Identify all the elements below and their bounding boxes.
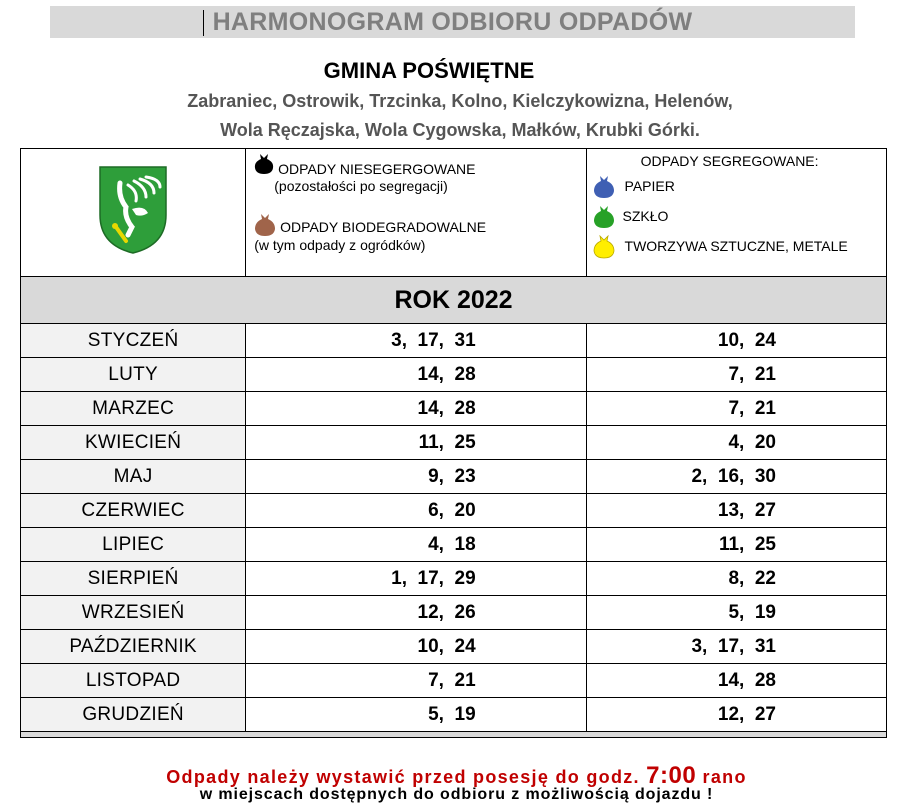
notice-pre: Odpady należy wystawić przed posesję do godz. [166,767,640,787]
year-label: ROK 2022 [21,277,887,324]
notice-line-2: w miejscach dostępnych do odbioru z możliwością dojazdu ! [199,786,714,803]
dates-mixed-bio: 4, 18 [246,528,586,562]
dates-segregated: 3, 17, 31 [586,630,886,664]
month-name: STYCZEŃ [21,324,246,358]
dates-segregated: 2, 16, 30 [586,460,886,494]
notice-post: rano [702,767,747,787]
dates-segregated: 5, 19 [586,596,886,630]
title-banner [50,6,855,38]
gmina-title: GMINA POŚWIĘTNE [323,58,535,83]
dates-segregated: 10, 24 [586,324,886,358]
table-row [21,630,887,664]
dates-mixed-bio: 12, 26 [246,596,586,630]
month-name: PAŹDZIERNIK [21,630,246,664]
dates-segregated: 12, 27 [586,698,886,732]
dates-mixed-bio: 3, 17, 31 [246,324,586,358]
segregated-title: ODPADY SEGREGOWANE: [640,153,819,169]
legend-row [21,149,887,277]
month-name: LUTY [21,358,246,392]
month-name: CZERWIEC [21,494,246,528]
dates-mixed-bio: 5, 19 [246,698,586,732]
brown-bag-icon [254,213,276,237]
month-name: MAJ [21,460,246,494]
villages-line-2: Wola Ręczajska, Wola Cygowska, Małków, Krubki Górki. [220,120,700,140]
dates-mixed-bio: 6, 20 [246,494,586,528]
dates-mixed-bio: 1, 17, 29 [246,562,586,596]
month-name: WRZESIEŃ [21,596,246,630]
month-name: LIPIEC [21,528,246,562]
text-cursor [203,10,204,36]
table-row [21,698,887,732]
dates-segregated: 4, 20 [586,426,886,460]
table-row [21,324,887,358]
month-name: MARZEC [21,392,246,426]
month-name: KWIECIEŃ [21,426,246,460]
paper-label: PAPIER [624,177,675,194]
table-row [21,460,887,494]
blue-bag-icon [593,175,615,199]
villages-line-1: Zabraniec, Ostrowik, Trzcinka, Kolno, Kielczykowizna, Helenów, [187,91,733,111]
schedule-table [20,148,887,738]
month-name: LISTOPAD [21,664,246,698]
table-row [21,426,887,460]
notice-time: 7:00 [646,762,697,789]
plastic-label: TWORZYWA SZTUCZNE, METALE [624,237,848,254]
dates-mixed-bio: 11, 25 [246,426,586,460]
glass-label: SZKŁO [622,207,669,224]
coat-of-arms-cell [21,149,246,277]
dates-segregated: 14, 28 [586,664,886,698]
dates-mixed-bio: 14, 28 [246,358,586,392]
yellow-bag-icon [593,235,615,259]
legend-mixed-bio-cell [246,149,586,277]
month-name: SIERPIEŃ [21,562,246,596]
bio-waste-label: ODPADY BIODEGRADOWALNE [280,218,487,235]
dates-mixed-bio: 14, 28 [246,392,586,426]
legend-segregated-cell [586,149,886,277]
table-row [21,358,887,392]
month-name: GRUDZIEŃ [21,698,246,732]
dates-segregated: 8, 22 [586,562,886,596]
mixed-waste-sub: (pozostałości po segregacji) [274,178,448,194]
black-bag-icon [254,153,274,175]
table-row [21,528,887,562]
dates-mixed-bio: 9, 23 [246,460,586,494]
table-row [21,664,887,698]
table-footer [21,732,887,738]
dates-mixed-bio: 10, 24 [246,630,586,664]
year-row [21,277,887,324]
dates-segregated: 7, 21 [586,358,886,392]
months-body [21,324,887,732]
table-row [21,562,887,596]
coat-of-arms-icon [98,165,168,255]
bio-waste-sub: (w tym odpady z ogródków) [254,237,426,253]
green-bag-icon [593,205,615,229]
table-row [21,494,887,528]
dates-segregated: 11, 25 [586,528,886,562]
table-row [21,596,887,630]
dates-mixed-bio: 7, 21 [246,664,586,698]
table-row [21,392,887,426]
mixed-waste-label: ODPADY NIESEGERGOWANE [278,160,476,177]
dates-segregated: 7, 21 [586,392,886,426]
page-title: HARMONOGRAM ODBIORU ODPADÓW [212,8,693,36]
dates-segregated: 13, 27 [586,494,886,528]
